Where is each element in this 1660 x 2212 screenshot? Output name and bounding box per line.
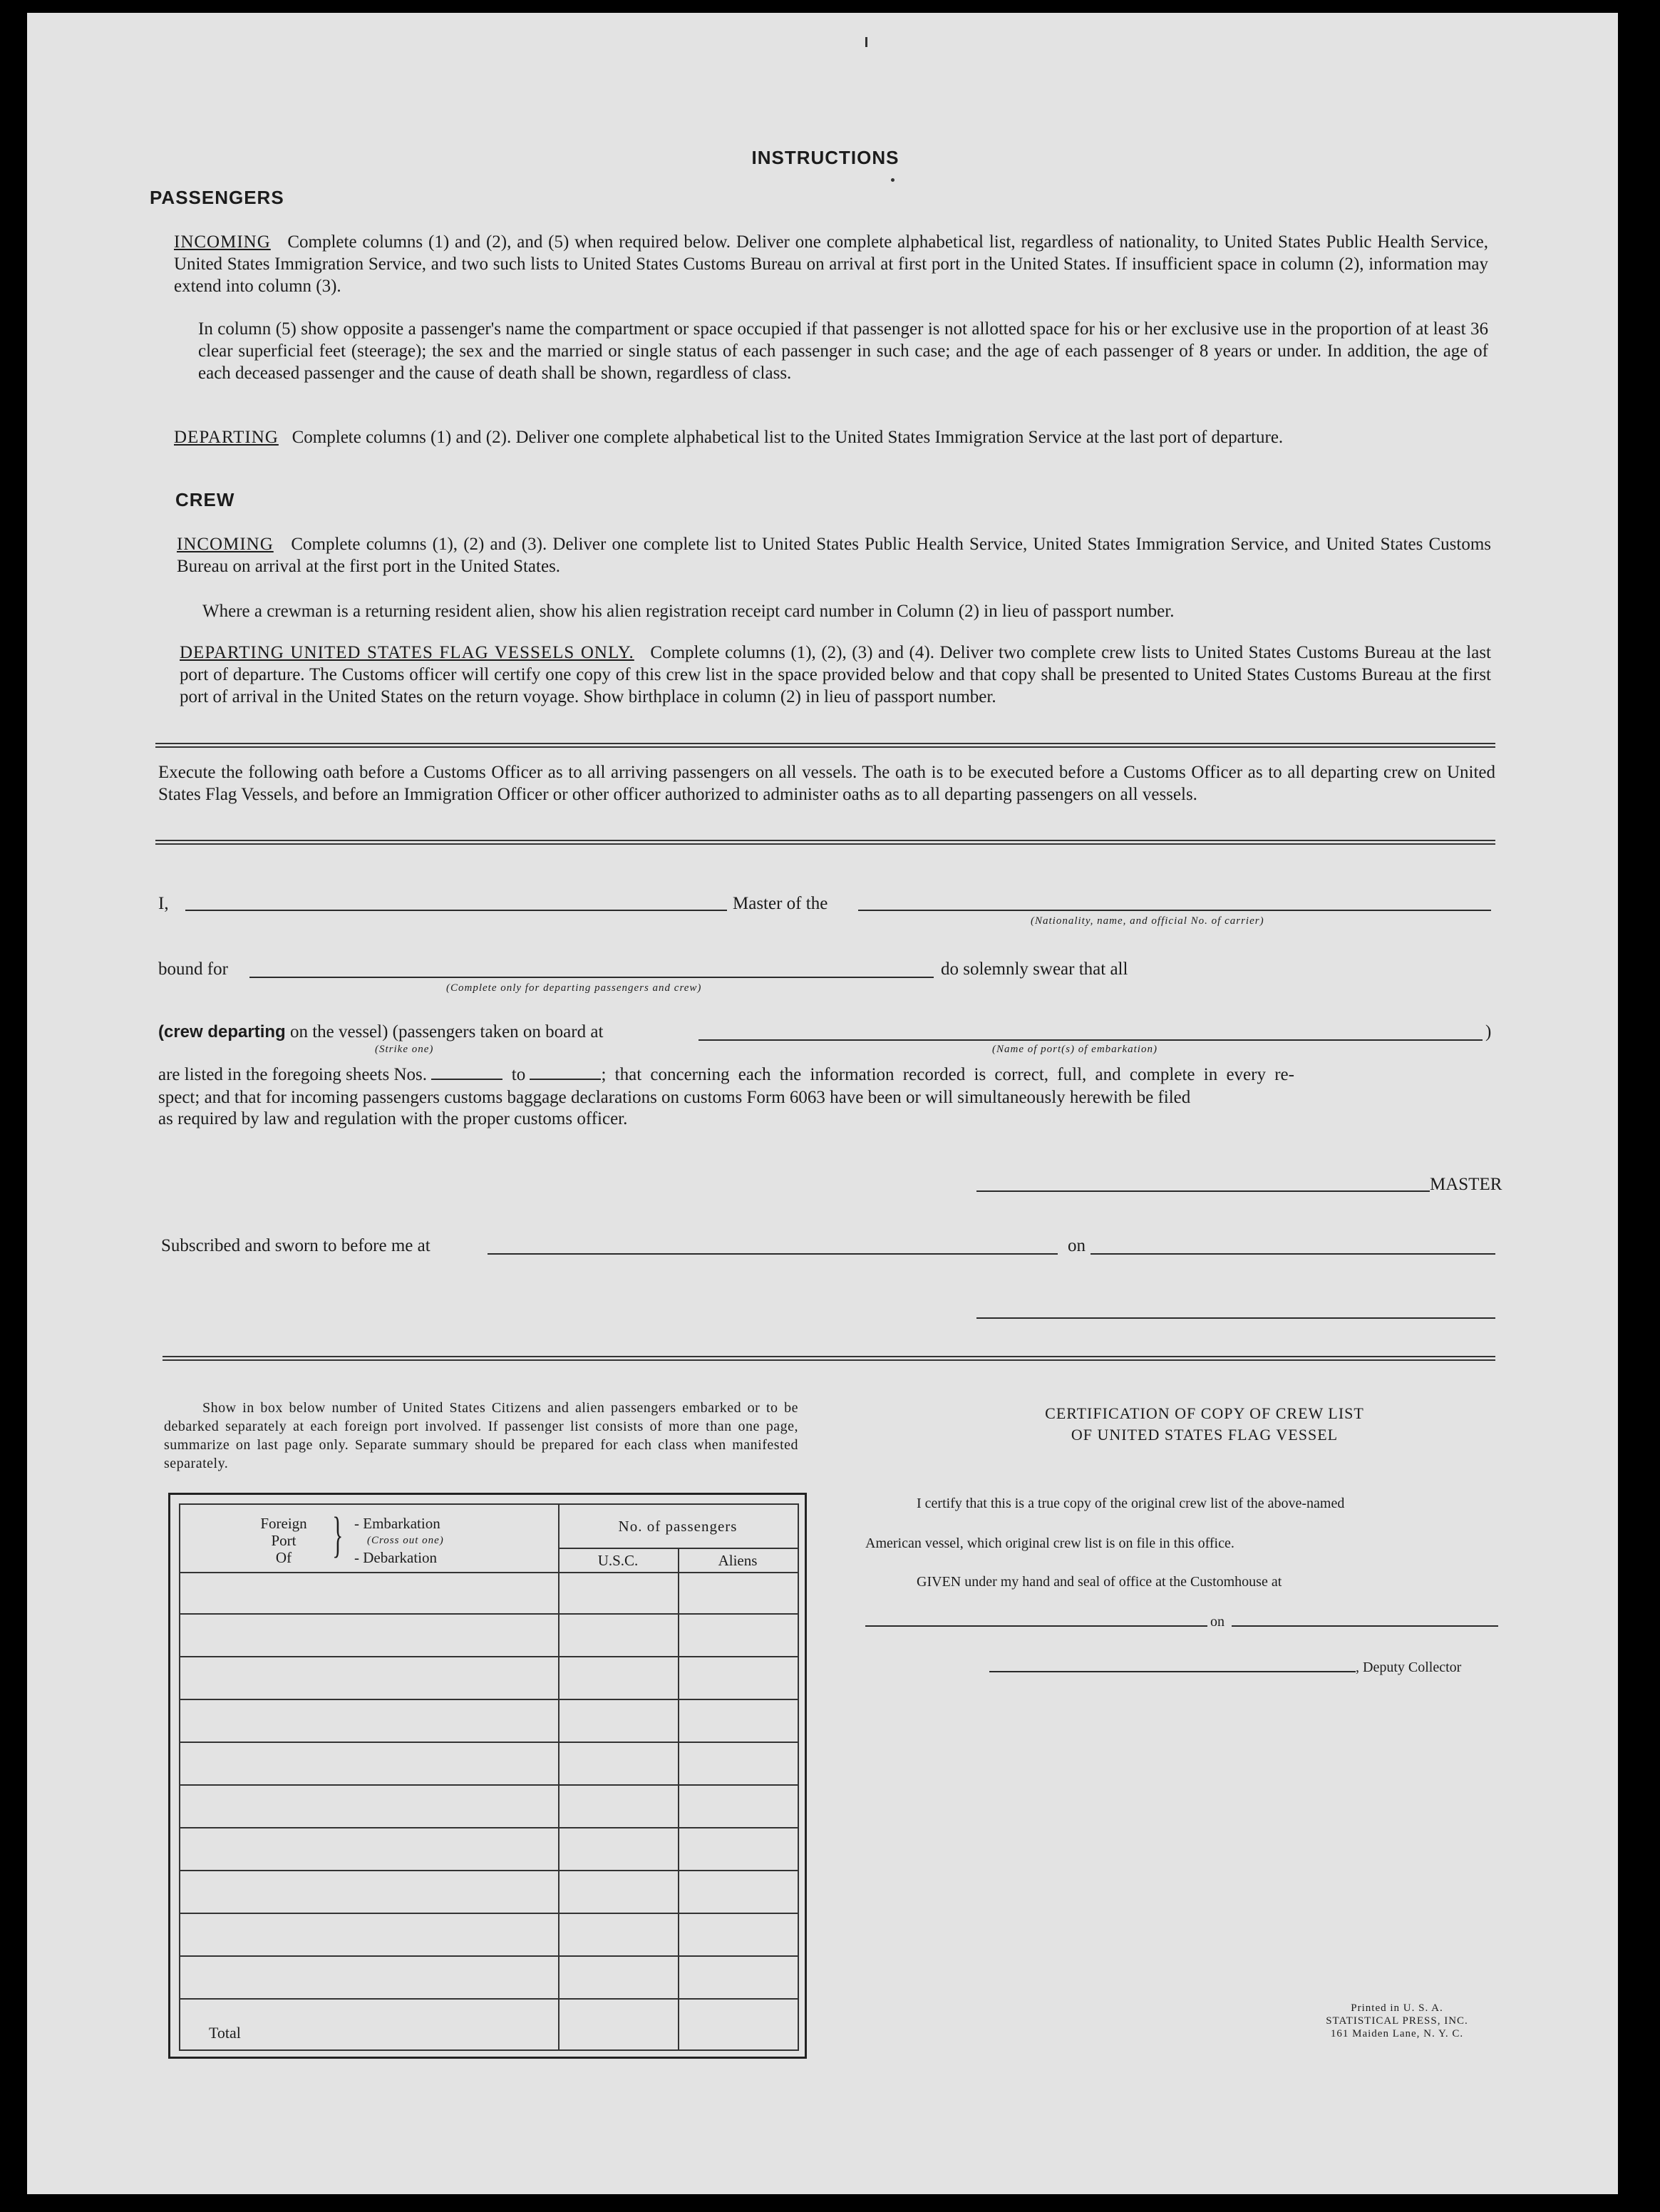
passengers-heading: PASSENGERS [150, 187, 284, 208]
certification-line-1: I certify that this is a true copy of the original crew list of the above-named [917, 1496, 1345, 1511]
no-passengers-header: No. of passengers [618, 1518, 738, 1535]
port-caption: (Name of port(s) of embarkation) [992, 1044, 1158, 1055]
printer-line-3: 161 Maiden Lane, N. Y. C. [1330, 2028, 1464, 2039]
scan-mark [891, 178, 895, 182]
subscribed-place-field[interactable] [488, 1253, 1058, 1255]
crew-departing-option: (crew departing [158, 1022, 286, 1041]
certification-title-line-1: CERTIFICATION OF COPY OF CREW LIST [1045, 1404, 1364, 1422]
bound-for-field[interactable] [249, 977, 934, 978]
solemnly-swear-label: do solemnly swear that all [941, 960, 1128, 979]
sheets-line [158, 1064, 1495, 1086]
certification-date-field[interactable] [1232, 1625, 1498, 1627]
oath-intro: Execute the following oath before a Customs Officer as to all arriving passengers on all vessels. The oath is to be executed before a Customs Officer as to all departing crew on United States Flag Vessels, and before an Immigration Officer or other officer authorized to administer oaths as to all departing passengers on all vessels. [158, 763, 1495, 804]
table-row[interactable] [180, 1871, 798, 1914]
subscribed-date-field[interactable] [1091, 1253, 1495, 1255]
crew-departing-text: Complete columns (1), (2), (3) and (4). Deliver two complete crew lists to United States Customs Bureau at the last port of departure. The Customs officer will certify one copy of this crew list in the space provided below and that copy shall be presented to United States Customs Bureau at the first port of arrival in the United States on the return voyage. Show birthplace in column (2) in lieu of passport number. [180, 643, 1491, 706]
departing-text: Complete columns (1) and (2). Deliver one complete alphabetical list to the United States Immigration Service at the last port of departure. [292, 428, 1284, 447]
crew-departing-label: DEPARTING UNITED STATES FLAG VESSELS ONLY. [180, 643, 634, 662]
of-label: Of [275, 1549, 292, 1566]
printer-imprint [1290, 2002, 1504, 2040]
oath-line-2: spect; and that for incoming passengers customs baggage declarations on customs Form 6063 have been or will simultaneously herewith be filed [158, 1088, 1191, 1107]
passengers-departing-paragraph [174, 426, 1488, 448]
crew-passenger-line [158, 1021, 603, 1043]
scan-mark [865, 37, 867, 47]
passenger-summary-box [168, 1493, 807, 2059]
divider [155, 743, 1495, 748]
crew-incoming-paragraph [177, 533, 1491, 577]
on-the-vessel-text: on the vessel) [289, 1022, 388, 1041]
sheets-label: are listed in the foregoing sheets Nos. [158, 1065, 427, 1084]
sheets-to-label: to [511, 1065, 526, 1084]
embarkation-options [354, 1515, 444, 1566]
sheet-from-field[interactable] [431, 1067, 502, 1080]
crew-heading: CREW [175, 489, 235, 510]
printer-line-1: Printed in U. S. A. [1351, 2002, 1443, 2014]
usc-header: U.S.C. [597, 1552, 639, 1569]
table-row[interactable] [180, 1615, 798, 1657]
column5-paragraph: In column (5) show opposite a passenger's name the compartment or space occupied if that passenger is not allotted space for his or her exclusive use in the proportion of at least 36 clear superficial feet (steerage); the sex and the married or single status of each passenger in such case; and the age of each passenger of 8 years or under. In addition, the age of each deceased passenger and the cause of death shall be shown, regardless of class. [198, 319, 1488, 383]
form-page [27, 13, 1618, 2194]
crew-incoming-label: INCOMING [177, 535, 274, 554]
table-row[interactable] [180, 1743, 798, 1786]
officer-signature-field[interactable] [976, 1317, 1495, 1319]
divider [163, 1356, 1495, 1361]
deputy-collector-label: , Deputy Collector [1356, 1660, 1462, 1675]
printer-line-2: STATISTICAL PRESS, INC. [1326, 2015, 1468, 2027]
incoming-text: Complete columns (1) and (2), and (5) when required below. Deliver one complete alphabetical list, regardless of nationality, to United States Public Health Service, United States Immigration Service, and two such lists to United States Customs Bureau on arrival at first port in the United States. If insufficient space in column (2), information may extend into column (3). [174, 232, 1489, 296]
master-signature-field[interactable] [976, 1190, 1430, 1192]
certification-line-3: GIVEN under my hand and seal of office at the Customhouse at [917, 1574, 1282, 1590]
deputy-collector-signature-field[interactable] [989, 1671, 1356, 1672]
passenger-summary-table [179, 1503, 799, 2051]
closing-paren: ) [1485, 1022, 1492, 1041]
embarkation-label: - Embarkation [354, 1515, 440, 1532]
master-name-field[interactable] [185, 910, 727, 911]
carrier-caption: (Nationality, name, and official No. of carrier) [1031, 915, 1264, 927]
cross-out-label: (Cross out one) [367, 1535, 444, 1546]
sheet-to-field[interactable] [530, 1067, 601, 1080]
strike-one-caption: (Strike one) [375, 1044, 434, 1055]
table-row[interactable] [180, 1957, 798, 2000]
master-of-the-label: Master of the [733, 894, 828, 913]
passengers-incoming-paragraph [174, 231, 1488, 297]
crew-incoming-text: Complete columns (1), (2) and (3). Deliver one complete list to United States Public Health Service, United States Immigration Service, and United States Customs Bureau on arrival at the first port in the United States. [177, 535, 1491, 576]
table-row[interactable] [180, 1700, 798, 1743]
subscribed-on-label: on [1068, 1236, 1086, 1255]
certification-title [905, 1403, 1504, 1446]
carrier-field[interactable] [858, 910, 1491, 911]
resident-alien-paragraph: Where a crewman is a returning resident alien, show his alien registration receipt card number in Column (2) in lieu of passport number. [202, 602, 1175, 621]
table-row[interactable] [180, 1828, 798, 1871]
table-row[interactable] [180, 1786, 798, 1828]
bound-for-caption: (Complete only for departing passengers and crew) [446, 982, 702, 994]
table-row[interactable] [180, 1572, 798, 1615]
aliens-header: Aliens [718, 1552, 758, 1569]
divider [155, 840, 1495, 845]
passengers-taken-option: (passengers taken on board at [392, 1022, 604, 1041]
departing-label: DEPARTING [174, 428, 279, 447]
foreign-label: Foreign [260, 1515, 307, 1532]
sheets-text: ; that concerning each the information recorded is correct, full, and complete in every re- [601, 1065, 1294, 1084]
oath-i-label: I, [158, 894, 169, 913]
debarkation-label: - Debarkation [354, 1549, 438, 1566]
subscribed-label: Subscribed and sworn to before me at [161, 1236, 431, 1255]
foreign-port-label [252, 1515, 316, 1566]
crew-departing-paragraph [180, 642, 1491, 708]
certification-line-2: American vessel, which original crew list is on file in this office. [865, 1535, 1234, 1551]
table-row[interactable] [180, 1914, 798, 1957]
total-label: Total [209, 2024, 241, 2042]
master-label: MASTER [1430, 1175, 1502, 1194]
oath-line-3: as required by law and regulation with the proper customs officer. [158, 1109, 628, 1128]
bound-for-label: bound for [158, 960, 228, 979]
embarkation-port-field[interactable] [698, 1039, 1483, 1041]
summary-instructions: Show in box below number of United States Citizens and alien passengers embarked or to be debarked separately at each foreign port involved. If passenger list consists of more than one page, summarize on last page only. Separate summary should be prepared for each class when manifested separately. [164, 1400, 798, 1471]
header-divider [558, 1548, 798, 1549]
incoming-label: INCOMING [174, 232, 271, 252]
certification-on-label: on [1210, 1614, 1225, 1630]
customhouse-field[interactable] [865, 1625, 1207, 1627]
page-title: INSTRUCTIONS [751, 147, 899, 168]
certification-title-line-2: OF UNITED STATES FLAG VESSEL [1071, 1426, 1339, 1444]
table-row[interactable] [180, 1657, 798, 1700]
brace-icon: } [332, 1508, 344, 1563]
port-label: Port [271, 1532, 297, 1549]
